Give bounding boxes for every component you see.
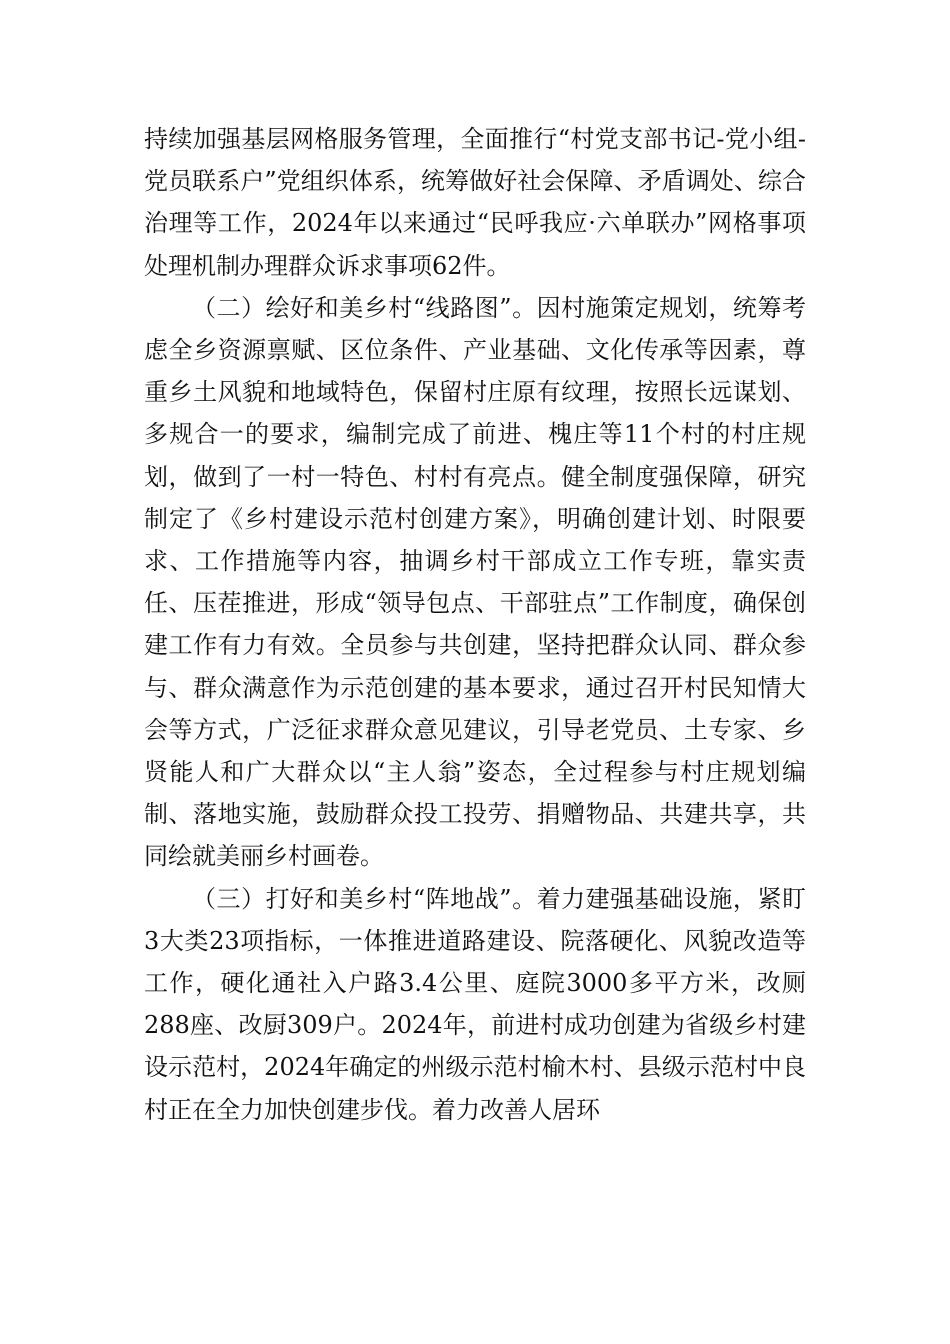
document-body bbox=[144, 118, 806, 1131]
paragraph-route-map: （二）绘好和美乡村“线路图”。因村施策定规划，统筹考虑全乡资源禀赋、区位条件、产业基础、文化传承等因素，尊重乡土风貌和地域特色，保留村庄原有纹理，按照长远谋划、多规合一的要求，编制完成了前进、槐庄等11个村的村庄规划，做到了一村一特色、村村有亮点。健全制度强保障，研究制定了《乡村建设示范村创建方案》，明确创建计划、时限要求、工作措施等内容，抽调乡村干部成立工作专班，靠实责任、压茬推进，形成“领导包点、干部驻点”工作制度，确保创建工作有力有效。全员参与共创建，坚持把群众认同、群众参与、群众满意作为示范创建的基本要求，通过召开村民知情大会等方式，广泛征求群众意见建议，引导老党员、土专家、乡贤能人和广大群众以“主人翁”姿态，全过程参与村庄规划编制、落地实施，鼓励群众投工投劳、捐赠物品、共建共享，共同绘就美丽乡村画卷。 bbox=[144, 293, 806, 871]
paragraph-grid-management: 持续加强基层网格服务管理，全面推行“村党支部书记-党小组-党员联系户”党组织体系，统筹做好社会保障、矛盾调处、综合治理等工作，2024年以来通过“民呼我应·六单联办”网格事项处理机制办理群众诉求事项62件。 bbox=[144, 125, 806, 280]
paragraph-positional-battle: （三）打好和美乡村“阵地战”。着力建强基础设施，紧盯3大类23项指标，一体推进道路建设、院落硬化、风貌改造等工作，硬化通社入户路3.4公里、庭院3000多平方米，改厕288座、改厨309户。2024年，前进村成功创建为省级乡村建设示范村，2024年确定的州级示范村榆木村、县级示范村中良村正在全力加快创建步伐。着力改善人居环 bbox=[144, 884, 806, 1124]
